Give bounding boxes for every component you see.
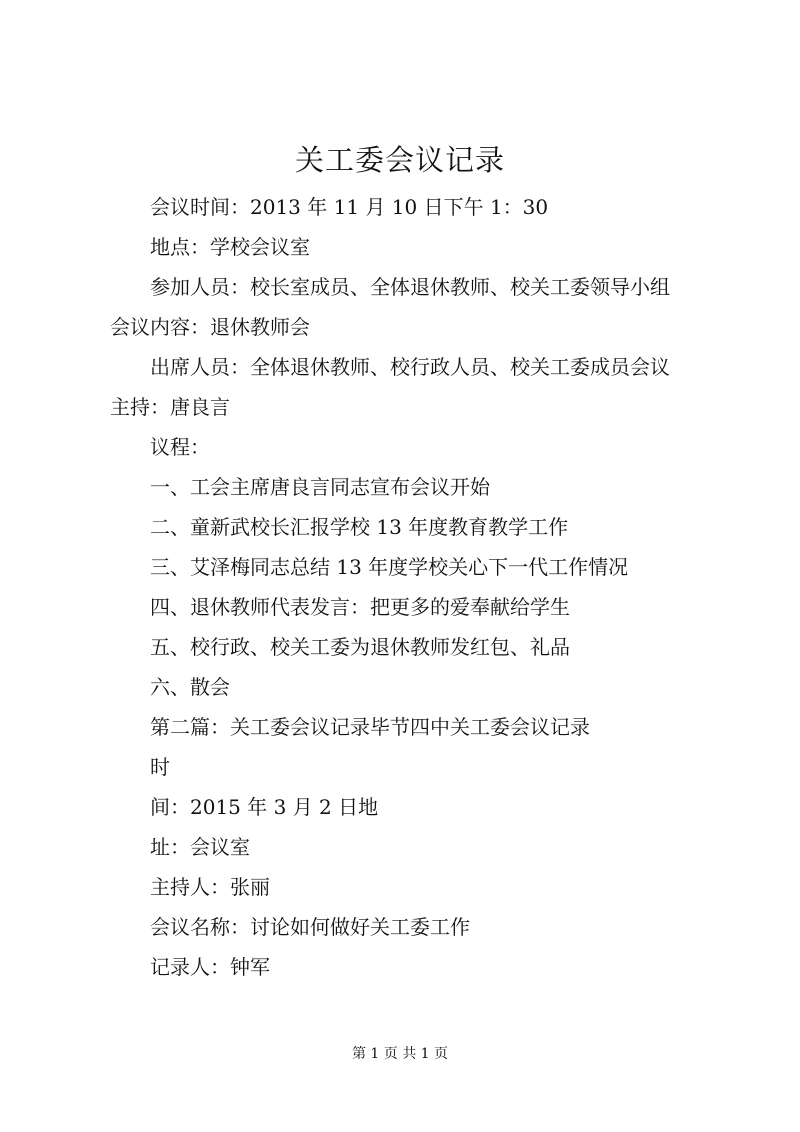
meeting-name-line: 会议名称：讨论如何做好关工委工作 <box>150 915 470 939</box>
time-fragment-line: 时 <box>150 755 170 779</box>
agenda-item-5: 五、校行政、校关工委为退休教师发红包、礼品 <box>150 635 570 659</box>
host-line: 主持：唐良言 <box>110 395 230 419</box>
participants-line: 参加人员：校长室成员、全体退休教师、校关工委领导小组 <box>150 275 670 299</box>
attendees-line: 出席人员：全体退休教师、校行政人员、校关工委成员会议 <box>150 355 670 379</box>
time-date-line: 间：2015 年 3 月 2 日地 <box>150 795 379 819</box>
recorder-line: 记录人：钟军 <box>150 955 270 979</box>
document-title: 关工委会议记录 <box>294 143 505 177</box>
agenda-item-3: 三、艾泽梅同志总结 13 年度学校关心下一代工作情况 <box>150 555 629 579</box>
meeting-content-line: 会议内容：退休教师会 <box>110 315 310 339</box>
agenda-item-1: 一、工会主席唐良言同志宣布会议开始 <box>150 475 490 499</box>
second-article-heading: 第二篇：关工委会议记录毕节四中关工委会议记录 <box>150 715 590 739</box>
address-line: 址：会议室 <box>150 835 250 859</box>
location-line: 地点：学校会议室 <box>150 235 310 259</box>
agenda-heading: 议程： <box>150 435 210 459</box>
agenda-item-6: 六、散会 <box>150 675 230 699</box>
agenda-item-2: 二、童新武校长汇报学校 13 年度教育教学工作 <box>150 515 569 539</box>
agenda-item-4: 四、退休教师代表发言：把更多的爱奉献给学生 <box>150 595 570 619</box>
meeting-time-line: 会议时间：2013 年 11 月 10 日下午 1：30 <box>150 195 549 219</box>
page-footer: 第 1 页 共 1 页 <box>351 1046 449 1062</box>
host-person-line: 主持人：张丽 <box>150 875 270 899</box>
